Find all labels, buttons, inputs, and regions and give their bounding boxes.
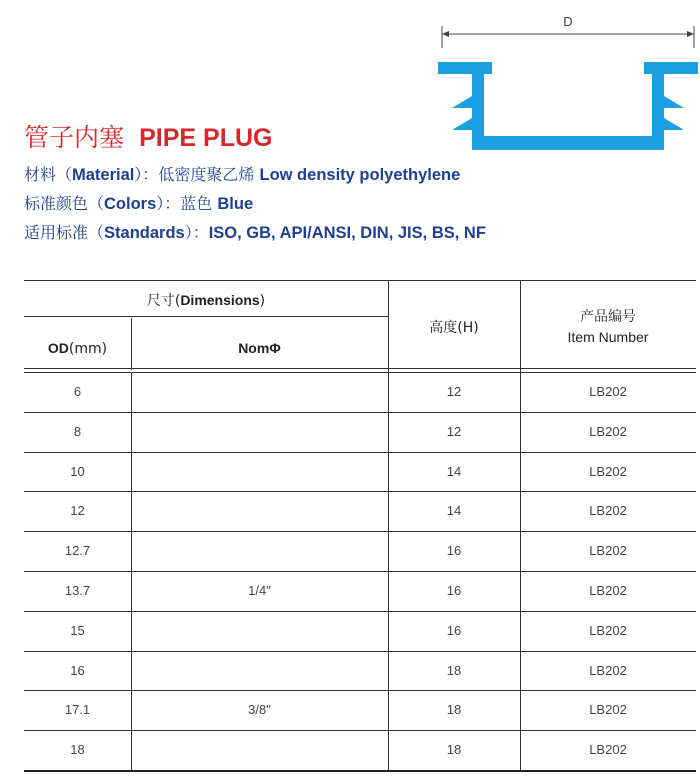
cell-height: 18 [446, 662, 462, 678]
cell-height: 16 [446, 583, 462, 598]
cell-height: 12 [446, 423, 462, 439]
left-barb-2 [452, 118, 472, 130]
cell-height: 18 [446, 702, 462, 718]
header-nom: NomΦ [238, 340, 281, 356]
cell-item-number: LB202 [589, 702, 627, 718]
product-properties [24, 160, 486, 247]
cell-od: 6 [73, 384, 82, 399]
cell-height: 16 [446, 543, 462, 559]
plug-profile [438, 62, 698, 150]
dimensions-table [24, 280, 696, 772]
right-barb-1 [664, 96, 684, 108]
cell-item-number: LB202 [589, 662, 627, 678]
cell-height: 16 [446, 622, 462, 638]
property-colors: 标准颜色（Colors）：蓝色 Blue [24, 194, 254, 213]
cell-od: 8 [73, 423, 82, 439]
cell-od: 15 [70, 622, 85, 638]
cell-item-number: LB202 [589, 384, 627, 399]
cell-od: 12 [70, 503, 85, 519]
cell-height: 18 [446, 742, 462, 758]
row-divider [24, 412, 696, 413]
title-cn: 管子内塞 [24, 123, 125, 152]
cell-od: 13.7 [64, 583, 91, 598]
cell-item-number: LB202 [589, 463, 627, 479]
product-title [24, 118, 272, 154]
cell-height: 14 [446, 463, 462, 479]
cell-od: 18 [70, 742, 85, 758]
cell-nom: 3/8" [248, 702, 271, 718]
property-standards: 适用标准（Standards）：ISO, GB, API/ANSI, DIN, JIS, BS, NF [24, 223, 486, 242]
cell-od: 10 [70, 463, 85, 479]
row-divider [24, 452, 696, 453]
property-material: 材料（Material）：低密度聚乙烯 Low density polyethylene [24, 165, 461, 184]
pipe-plug-diagram [432, 8, 700, 158]
dimension-label-d: D [563, 14, 573, 29]
row-divider [24, 491, 696, 492]
row-divider [24, 571, 696, 572]
header-dimensions: 尺寸(Dimensions) [146, 292, 266, 309]
header-item-number: 产品编号 Item Number [567, 309, 649, 345]
row-divider [24, 651, 696, 652]
row-divider [24, 730, 696, 731]
left-barb-1 [452, 96, 472, 108]
title-en: PIPE PLUG [139, 124, 273, 152]
cell-od: 17.1 [64, 702, 91, 718]
row-divider [24, 531, 696, 532]
cell-item-number: LB202 [589, 622, 627, 638]
row-divider [24, 690, 696, 691]
row-divider [24, 611, 696, 612]
cell-od: 12.7 [64, 543, 91, 559]
cell-item-number: LB202 [589, 583, 627, 598]
cell-height: 14 [446, 503, 462, 519]
cell-item-number: LB202 [589, 742, 627, 758]
header-height: 高度(H) [429, 320, 479, 336]
cell-nom: 1/4" [248, 583, 271, 598]
row-divider [24, 770, 696, 772]
right-barb-2 [664, 118, 684, 130]
cell-item-number: LB202 [589, 423, 627, 439]
cell-item-number: LB202 [589, 543, 627, 559]
header-od: OD(mm) [47, 340, 108, 357]
cell-od: 16 [70, 662, 85, 678]
cell-height: 12 [446, 384, 462, 399]
cell-item-number: LB202 [589, 503, 627, 519]
